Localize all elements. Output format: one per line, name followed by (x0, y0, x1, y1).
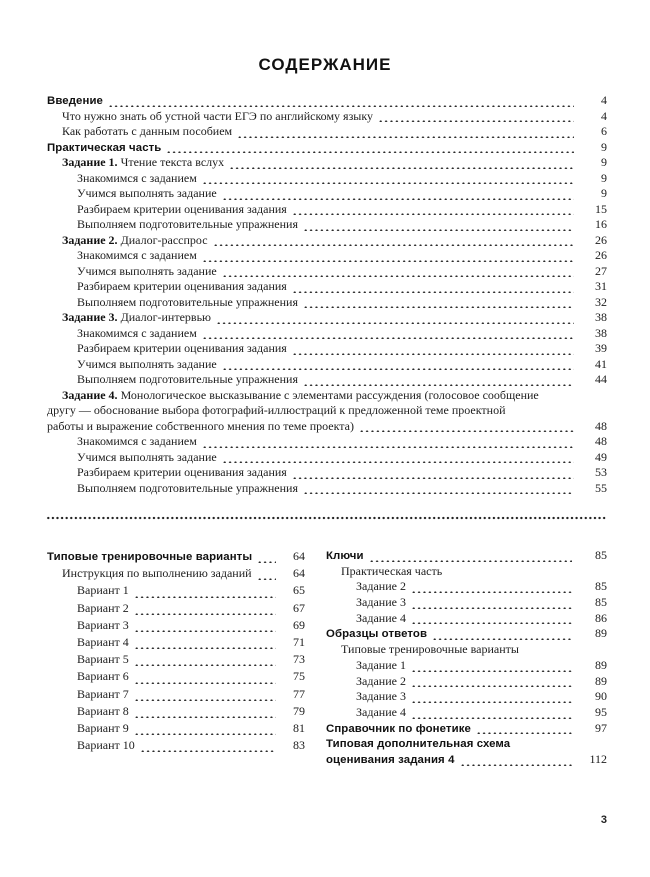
toc-entry-label: Знакомимся с заданием (77, 170, 197, 185)
dots-leader (292, 350, 574, 355)
toc-entry-label: Задание 4 (356, 704, 406, 719)
toc-entry (47, 155, 607, 171)
toc-entry (47, 186, 607, 202)
toc-entry (326, 721, 607, 737)
dots-leader (303, 303, 574, 308)
toc-entry-label: Вариант 10 (77, 738, 135, 753)
toc-entry (47, 600, 305, 617)
page-number: 9 (601, 186, 607, 200)
dots-leader (411, 698, 572, 703)
toc-entry (326, 642, 607, 658)
page-number: 86 (595, 610, 607, 625)
page-number: 69 (293, 617, 305, 632)
page-number: 90 (595, 689, 607, 704)
toc-entry-label: Разбираем критерии оценивания задания (77, 201, 287, 216)
toc-entry (47, 737, 305, 754)
toc-entry (47, 419, 607, 435)
toc-entry (47, 233, 607, 249)
toc-entry-label: Учимся выполнять задание (77, 263, 217, 278)
page-number: 79 (293, 703, 305, 718)
toc-entry-label: Задание 3 (356, 595, 406, 610)
page-number: 95 (595, 704, 607, 719)
toc-entry-label: Ключи (326, 550, 364, 562)
toc-entry-label: другу — обоснование выбора фотографий-иллюстраций к предложенной теме проектной (47, 403, 506, 417)
toc-entry (47, 202, 607, 218)
toc-entry-label: Задание 1. Чтение текста вслух (62, 155, 225, 169)
dots-leader (229, 164, 574, 169)
toc-main-section (47, 93, 607, 496)
toc-entry (326, 689, 607, 705)
toc-entry-label: Задание 3 (356, 689, 406, 704)
dots-leader (369, 557, 572, 562)
toc-entry-label: Задание 4 (356, 610, 406, 625)
toc-entry (326, 674, 607, 690)
page-number: 26 (595, 232, 607, 247)
page-number: 112 (589, 751, 607, 766)
page-number: 83 (293, 738, 305, 753)
toc-entry (47, 668, 305, 685)
page-title: СОДЕРЖАНИЕ (258, 55, 392, 74)
toc-entry (47, 264, 607, 280)
dots-leader (359, 427, 574, 432)
toc-entry-label: Задание 2 (356, 579, 406, 594)
toc-entry-label: Вариант 3 (77, 617, 129, 632)
folio-page-number: 3 (600, 814, 607, 826)
toc-bottom-left-column (47, 548, 305, 754)
page-number: 65 (293, 583, 305, 598)
dots-leader (134, 661, 276, 666)
toc-entry-label: Типовая дополнительная схема (326, 738, 511, 751)
dots-leader (134, 593, 276, 598)
dots-leader (303, 489, 574, 494)
page-number: 39 (595, 341, 607, 355)
dots-leader (303, 226, 574, 231)
toc-entry (47, 403, 607, 419)
toc-entry-label: Вариант 6 (77, 669, 129, 684)
page-number: 97 (595, 720, 607, 735)
toc-entry (47, 634, 305, 651)
toc-entry (47, 279, 607, 295)
dots-leader (202, 179, 574, 184)
toc-entry-label: Образцы ответов (326, 628, 428, 641)
toc-entry (47, 357, 607, 373)
page-number: 9 (601, 139, 607, 154)
toc-entry (47, 565, 305, 582)
toc-entry-label: Задание 1 (356, 657, 406, 672)
dots-leader (222, 272, 574, 277)
dots-leader (378, 117, 574, 122)
page-number: 38 (595, 310, 607, 324)
page-number: 85 (595, 595, 607, 610)
toc-bottom-right-column (326, 548, 607, 768)
toc-entry (326, 752, 607, 768)
dots-leader (213, 241, 574, 246)
toc-entry (47, 248, 607, 264)
toc-entry (47, 388, 607, 404)
toc-entry (47, 171, 607, 187)
toc-entry (47, 703, 305, 720)
dots-leader (411, 619, 572, 624)
toc-entry (47, 109, 607, 125)
toc-entry-label: Задание 4. Монологическое высказывание с элементами рассуждения (голосовое сообщение (62, 387, 539, 402)
toc-entry (47, 651, 305, 668)
page-number: 9 (601, 170, 607, 185)
page-number: 4 (601, 108, 607, 123)
page-number: 81 (293, 720, 305, 735)
toc-entry (47, 217, 607, 233)
toc-entry-label: Учимся выполнять задание (77, 186, 217, 200)
dots-leader (411, 604, 572, 609)
toc-entry (47, 582, 305, 599)
page-number: 48 (595, 434, 607, 448)
toc-entry (326, 658, 607, 674)
dots-leader (411, 667, 572, 672)
dots-leader (108, 102, 574, 107)
toc-entry (47, 720, 305, 737)
page-number: 67 (293, 600, 305, 615)
toc-entry-label: Вариант 8 (77, 703, 129, 718)
page-number: 41 (595, 356, 607, 371)
toc-entry-label: Разбираем критерии оценивания задания (77, 465, 287, 479)
dots-leader (292, 474, 574, 479)
toc-entry (47, 295, 607, 311)
toc-entry (47, 93, 607, 109)
page-number: 26 (595, 248, 607, 262)
dots-leader (257, 558, 276, 563)
page-number: 9 (601, 155, 607, 169)
dots-leader (237, 133, 574, 138)
page-number: 32 (595, 294, 607, 309)
dots-leader (411, 714, 572, 719)
page-number: 85 (595, 548, 607, 562)
page-number: 89 (595, 673, 607, 688)
dots-leader (222, 195, 574, 200)
dots-leader (134, 627, 276, 632)
dots-leader (222, 458, 574, 463)
page-number: 77 (293, 686, 305, 701)
dots-leader (134, 644, 276, 649)
toc-entry (47, 341, 607, 357)
toc-entry (47, 465, 607, 481)
toc-entry (47, 548, 305, 565)
toc-entry-label: Вариант 2 (77, 600, 129, 615)
toc-entry-label: Задание 3. Диалог-интервью (62, 310, 212, 324)
toc-entry-label: Учимся выполнять задание (77, 449, 217, 464)
page-number: 55 (595, 480, 607, 495)
dots-leader (222, 365, 574, 370)
toc-entry-label: Вариант 7 (77, 686, 129, 701)
toc-entry-label: оценивания задания 4 (326, 753, 455, 766)
page-number: 49 (595, 449, 607, 464)
page-number: 73 (293, 652, 305, 667)
toc-entry-label: Знакомимся с заданием (77, 325, 197, 340)
toc-entry-label: Выполняем подготовительные упражнения (77, 372, 298, 386)
toc-entry-label: Учимся выполнять задание (77, 356, 217, 371)
toc-entry-label: Разбираем критерии оценивания задания (77, 279, 287, 293)
toc-entry (326, 548, 607, 564)
toc-entry (47, 310, 607, 326)
page-number: 89 (595, 626, 607, 641)
dots-leader (202, 443, 574, 448)
toc-entry (47, 372, 607, 388)
dots-leader (166, 148, 574, 153)
toc-entry-label: Выполняем подготовительные упражнения (77, 480, 298, 495)
toc-entry (326, 611, 607, 627)
page-number: 31 (595, 279, 607, 293)
dots-leader (292, 210, 574, 215)
page-number: 53 (595, 465, 607, 479)
page-number: 75 (293, 669, 305, 684)
page-number: 4 (601, 93, 607, 107)
toc-entry-label: Как работать с данным пособием (62, 124, 233, 138)
toc-entry-label: Инструкция по выполнению заданий (62, 566, 252, 581)
page-number: 16 (595, 217, 607, 231)
page-number: 44 (595, 372, 607, 386)
dots-leader (216, 319, 574, 324)
toc-entry-label: Практическая часть (47, 141, 162, 154)
toc-entry (47, 140, 607, 156)
dots-leader (134, 696, 276, 701)
toc-entry-label: Выполняем подготовительные упражнения (77, 294, 298, 309)
toc-entry-label: Задание 2. Диалог-расспрос (62, 232, 208, 247)
toc-entry (47, 434, 607, 450)
dots-leader (134, 730, 276, 735)
dots-leader (134, 679, 276, 684)
toc-entry-label: Типовые тренировочные варианты (47, 551, 253, 563)
toc-entry-label: Знакомимся с заданием (77, 248, 197, 262)
toc-entry-label: Что нужно знать об устной части ЕГЭ по английскому языку (62, 108, 374, 123)
page-number: 71 (293, 634, 305, 649)
page-number: 38 (595, 325, 607, 340)
toc-entry (326, 736, 607, 752)
toc-entry (326, 705, 607, 721)
toc-entry-label: Вариант 4 (77, 634, 129, 649)
page-number: 48 (595, 418, 607, 433)
toc-entry-label: Выполняем подготовительные упражнения (77, 217, 298, 231)
page-number: 89 (595, 657, 607, 672)
dots-leader (303, 381, 574, 386)
toc-entry-label: Разбираем критерии оценивания задания (77, 341, 287, 355)
dots-leader (202, 257, 574, 262)
page-number: 6 (601, 124, 607, 138)
toc-entry (47, 124, 607, 140)
page-number: 64 (293, 549, 305, 563)
dots-leader (134, 713, 276, 718)
toc-entry (47, 617, 305, 634)
toc-entry-label: Знакомимся с заданием (77, 434, 197, 448)
toc-entry (326, 579, 607, 595)
dots-leader (432, 635, 572, 640)
toc-entry (47, 481, 607, 497)
toc-entry-label: Задание 2 (356, 673, 406, 688)
dots-leader (202, 334, 574, 339)
toc-entry-label: Типовые тренировочные варианты (341, 642, 519, 657)
page-number: 85 (595, 579, 607, 594)
toc-entry-label: Практическая часть (341, 563, 443, 578)
page-number: 27 (595, 263, 607, 278)
dots-leader (257, 575, 276, 580)
dots-leader (411, 682, 572, 687)
toc-entry-label: Вариант 1 (77, 583, 129, 598)
toc-entry-label: Вариант 9 (77, 720, 129, 735)
toc-entry (47, 450, 607, 466)
toc-entry-label: Справочник по фонетике (326, 722, 471, 735)
toc-entry-label: Введение (47, 95, 103, 107)
page-number: 64 (293, 566, 305, 581)
toc-entry (326, 626, 607, 642)
separator-dotted-line (46, 516, 607, 520)
toc-entry-label: Вариант 5 (77, 652, 129, 667)
dots-leader (460, 761, 573, 766)
dots-leader (411, 588, 572, 593)
dots-leader (292, 288, 574, 293)
toc-entry (47, 686, 305, 703)
dots-leader (140, 747, 276, 752)
toc-entry (326, 564, 607, 580)
dots-leader (134, 610, 276, 615)
page-number: 15 (595, 201, 607, 216)
dots-leader (476, 729, 572, 734)
toc-entry (326, 595, 607, 611)
toc-entry-label: работы и выражение собственного мнения по теме проекта) (47, 418, 354, 433)
toc-entry (47, 326, 607, 342)
